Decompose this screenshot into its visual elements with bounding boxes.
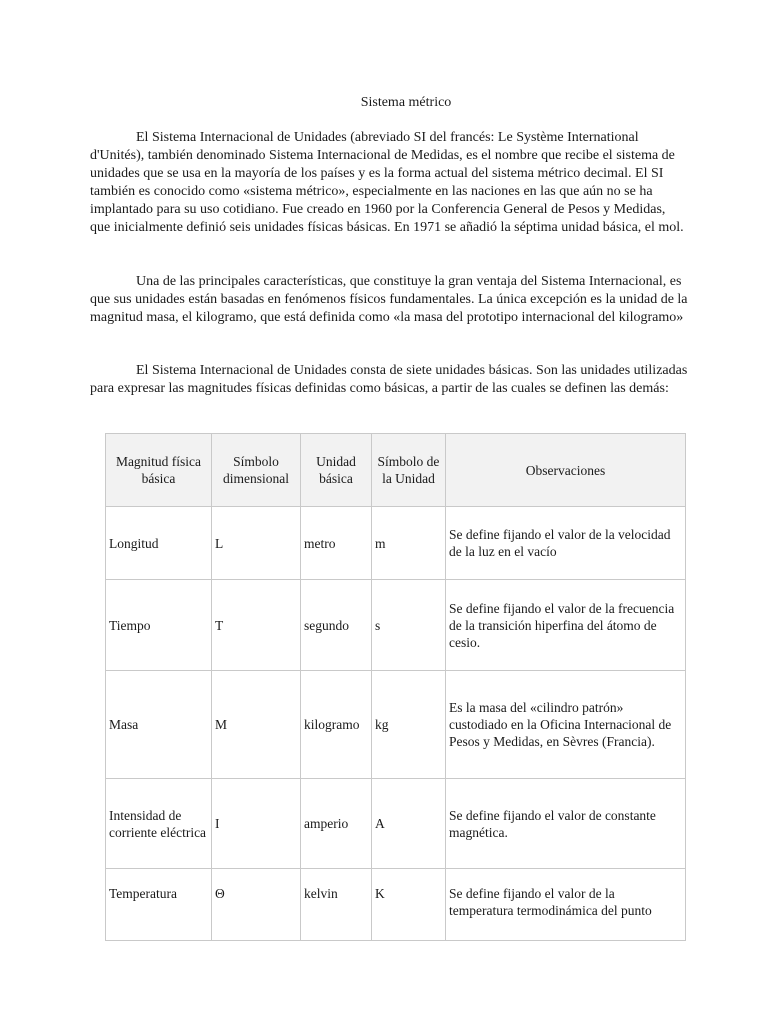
si-base-units-table <box>105 433 686 941</box>
cell-magnitud: Temperatura <box>106 869 212 941</box>
cell-magnitud: Intensidad de corriente eléctrica <box>106 779 212 869</box>
cell-magnitud: Tiempo <box>106 580 212 671</box>
cell-unidad: metro <box>301 507 372 580</box>
cell-observaciones: Se define fijando el valor de la velocidad de la luz en el vacío <box>446 507 686 580</box>
cell-simbolo-unidad: A <box>372 779 446 869</box>
cell-unidad: kelvin <box>301 869 372 941</box>
cell-magnitud: Masa <box>106 671 212 779</box>
cell-simbolo-dimensional: M <box>212 671 301 779</box>
paragraph-base-units: El Sistema Internacional de Unidades consta de siete unidades básicas. Son las unidades utilizadas para expresar las magnitudes físicas definidas como básicas, a partir de las cuales se definen las demás: <box>90 363 688 396</box>
cell-simbolo-dimensional: L <box>212 507 301 580</box>
cell-simbolo-dimensional: T <box>212 580 301 671</box>
header-simbolo-unidad: Símbolo de la Unidad <box>372 434 446 507</box>
paragraph-intro: El Sistema Internacional de Unidades (abreviado SI del francés: Le Système International d'Unités), también denominado Sistema Internacional de Medidas, es el nombre que recibe el sistema de unidades que se usa en la mayoría de los países y es la forma actual del sistema métrico decimal. El SI también es conocido como «sistema métrico», especialmente en las naciones en las que aún no se ha implantado para su uso cotidiano. Fue creado en 1960 por la Conferencia General de Pesos y Medidas, que inicialmente definió seis unidades físicas básicas. En 1971 se añadió la séptima unidad básica, el mol. <box>90 130 684 235</box>
table-row <box>106 779 686 869</box>
cell-observaciones: Se define fijando el valor de la frecuencia de la transición hiperfina del átomo de cesio. <box>446 580 686 671</box>
table-row <box>106 580 686 671</box>
header-unidad: Unidad básica <box>301 434 372 507</box>
cell-observaciones: Es la masa del «cilindro patrón» custodiado en la Oficina Internacional de Pesos y Medidas, en Sèvres (Francia). <box>446 671 686 779</box>
cell-simbolo-unidad: m <box>372 507 446 580</box>
header-magnitud: Magnitud física básica <box>106 434 212 507</box>
cell-simbolo-unidad: K <box>372 869 446 941</box>
cell-simbolo-unidad: s <box>372 580 446 671</box>
cell-unidad: segundo <box>301 580 372 671</box>
cell-observaciones: Se define fijando el valor de la temperatura termodinámica del punto <box>446 869 686 941</box>
cell-unidad: kilogramo <box>301 671 372 779</box>
cell-observaciones: Se define fijando el valor de constante magnética. <box>446 779 686 869</box>
paragraph-characteristics: Una de las principales características, que constituye la gran ventaja del Sistema Internacional, es que sus unidades están basadas en fenómenos físicos fundamentales. La única excepción es la unidad de la magnitud masa, el kilogramo, que está definida como «la masa del prototipo internacional del kilogramo» <box>90 274 688 325</box>
table-row <box>106 671 686 779</box>
cell-magnitud: Longitud <box>106 507 212 580</box>
cell-unidad: amperio <box>301 779 372 869</box>
header-simbolo-dimensional: Símbolo dimensional <box>212 434 301 507</box>
document-title: Sistema métrico <box>360 95 452 110</box>
cell-simbolo-dimensional: I <box>212 779 301 869</box>
table-row <box>106 507 686 580</box>
table-header-row <box>106 434 686 507</box>
table-row <box>106 869 686 941</box>
cell-simbolo-dimensional: Θ <box>212 869 301 941</box>
cell-simbolo-unidad: kg <box>372 671 446 779</box>
header-observaciones: Observaciones <box>446 434 686 507</box>
